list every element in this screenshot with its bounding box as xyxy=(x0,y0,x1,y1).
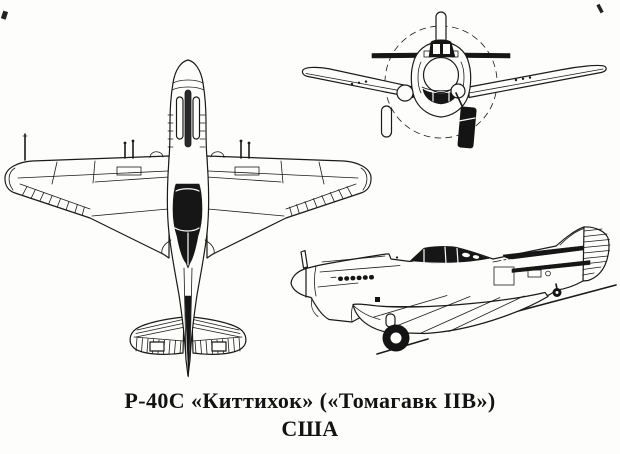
scan-specks xyxy=(1,4,604,20)
country-label: США xyxy=(281,416,339,441)
top-view-left-wing xyxy=(5,134,169,258)
left-wheel-front xyxy=(397,85,413,101)
front-view-canopy xyxy=(429,40,455,57)
prop-blade-lower xyxy=(382,106,392,137)
top-view-right-wing xyxy=(207,140,371,258)
right-wheel-front xyxy=(457,106,477,148)
front-view xyxy=(302,12,606,149)
front-left-stab-edge xyxy=(372,53,419,58)
center-gun-trough xyxy=(185,90,191,147)
top-view xyxy=(5,60,371,377)
prop-blade-side xyxy=(301,251,308,269)
aircraft-designation: Р-40С «Киттихок» («Томагавк IIВ») xyxy=(124,388,496,413)
left-elevator-tab xyxy=(150,342,164,351)
right-elevator-tab xyxy=(212,342,226,351)
side-view xyxy=(291,227,616,354)
front-right-stab-edge xyxy=(463,53,510,58)
caption xyxy=(0,387,620,442)
